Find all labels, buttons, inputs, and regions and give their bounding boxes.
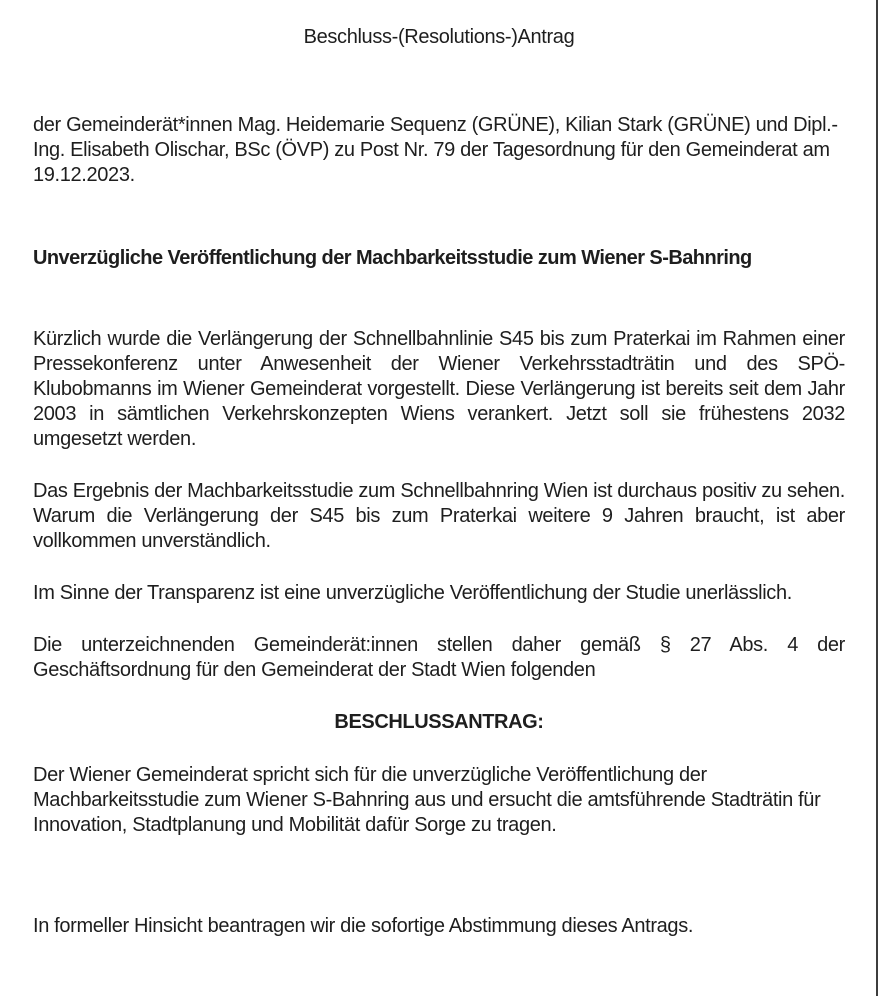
body-paragraph: Die unterzeichnenden Gemeinderät:innen stellen daher gemäß § 27 Abs. 4 der Geschäftsordnung für den Gemeinderat der Stadt Wien folgenden [33, 634, 845, 681]
page-right-edge-line [876, 0, 878, 996]
formal-note-paragraph: In formeller Hinsicht beantragen wir die sofortige Abstimmung dieses Antrags. [33, 915, 694, 937]
intro-paragraph: der Gemeinderät*innen Mag. Heidemarie Sequenz (GRÜNE), Kilian Stark (GRÜNE) und Dipl.-Ing. Elisabeth Olischar, BSc (ÖVP) zu Post Nr. 79 der Tagesordnung für den Gemeinderat am 19.12.2023. [33, 114, 838, 186]
body-paragraph: Kürzlich wurde die Verlängerung der Schnellbahnlinie S45 bis zum Praterkai im Rahmen einer Pressekonferenz unter Anwesenheit der Wiener Verkehrsstadträtin und des SPÖ-Klubobmanns im Wiener Gemeinderat vorgestellt. Diese Verlängerung ist bereits seit dem Jahr 2003 in sämtlichen Verkehrskonzepten Wiens verankert. Jetzt soll sie frühestens 2032 umgesetzt werden. [33, 328, 845, 450]
document-title: Beschluss-(Resolutions-)Antrag [303, 26, 575, 48]
subject-heading: Unverzügliche Veröffentlichung der Machbarkeitsstudie zum Wiener S-Bahnring [33, 247, 752, 269]
resolution-heading: BESCHLUSSANTRAG: [334, 711, 544, 733]
body-paragraph: Das Ergebnis der Machbarkeitsstudie zum Schnellbahnring Wien ist durchaus positiv zu sehen. Warum die Verlängerung der S45 bis zum Praterkai weitere 9 Jahren braucht, ist aber vollkommen unverständlich. [33, 480, 845, 552]
body-paragraph: Im Sinne der Transparenz ist eine unverzügliche Veröffentlichung der Studie unerlässlich. [33, 582, 792, 604]
resolution-paragraph: Der Wiener Gemeinderat spricht sich für die unverzügliche Veröffentlichung der Machbarkeitsstudie zum Wiener S-Bahnring aus und ersucht die amtsführende Stadträtin für Innovation, Stadtplanung und Mobilität dafür Sorge zu tragen. [33, 764, 821, 836]
